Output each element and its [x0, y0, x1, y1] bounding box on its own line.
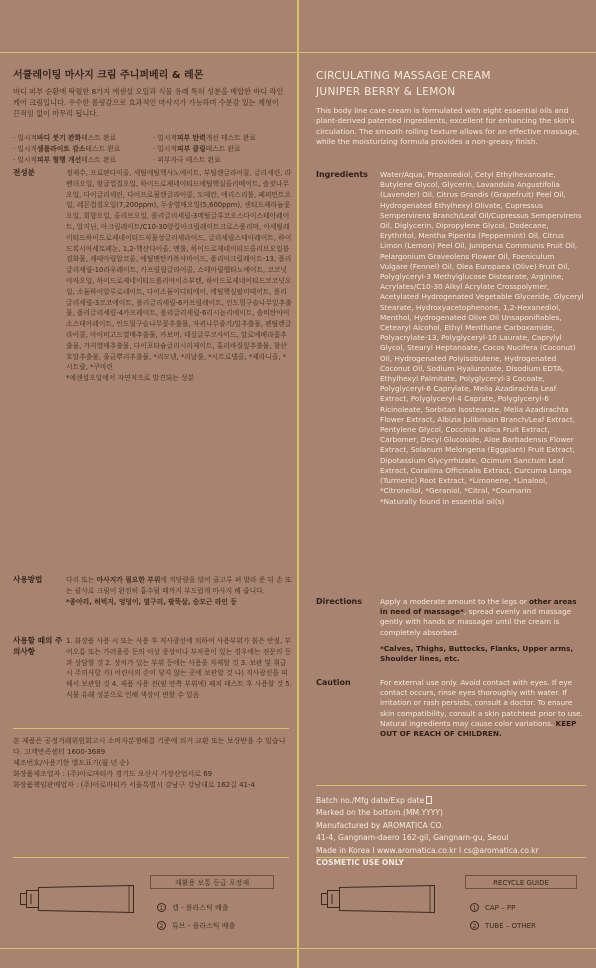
kr-ingredients-text: 정제수, 프로판다이올, 세틸에틸헥사노에이트, 부틸렌글라이콜, 글리세린, 라벤더오일, 왕귤껍질오일, 하이드로제네이티드에틸헥실올리베이트, 솔잣나무오일, 다이글리세린, 다이프로필렌글라이콜, 도데칸, 에리스리톨, 페퍼민트오일, 레몬껍질오일(7,200ppm), 두송열매오일(5,600ppm), 센티드제라늄꽃오일, 회향오일, 올리브오일, 폴리글리세릴-3메틸글루코오스다이스테아레이트, 알지닌, 아크릴레이트/C10-30알킬아크릴레이트크로스폴리머, 아세틸레이티드하이드로제네이티드식물성글리세라이드, 글리세릴스테아레이트, 하이드록시아세토페논, 1,2-헥산다이올, 멘톨, 하이드로제네이티드올리브오일불검화물, 세테아릴알코올, 에틸멘탄카복사마이드, 폴리아크릴레이트-13, 폴리글리세릴-10라우레이트, 카프릴릴글라이콜, 스테아릴헵타노에이트, 코코넛야자오일, 하이드로제네이티드폴리아이소부텐, 하이드로제네이티드코코넛오일, 소듐하이알루로네이트, 다이소듐이디티에이, 에틸헥실팔미테이트, 폴리글리세릴-3코코에이트, 폴리글리세릴-6카프릴레이트, 인도멀구슬나무잎추출물, 폴리글리세릴-4카프레이트, 폴리글리세릴-6리시놀리에이트, 솔비탄아이소스테아레이트, 인도멀구슬나무꽃추출물, 자귀나무줄기/잎추출물, 펜틸렌글라이콜, 아이비고드열매추출물, 카보머, 데실글루코사이드, 알로에베라꽃추출물, 가지열매추출물, 다이포타슘글리시리제이트, 홀리바질잎추출물, 참산호말추출물, 울금뿌리추출물, *리모넨, *리날룰, *시트로넬올, *제라니올, *시트랄, *쿠마린 *에센셜오일에서 자연적으로 발견되는 성분 — [66, 169, 292, 383]
en-ingredients-section — [316, 170, 584, 590]
kr-directions-note: *종아리, 허벅지, 엉덩이, 옆구리, 팔뚝살, 승모근 라인 등 — [66, 597, 237, 606]
kr-directions-text: 다리 또는 마사지가 필요한 부위에 적당량을 덜어 골고루 펴 발라 준 뒤 손 또는 괄사로 크림이 완전히 흡수될 때까지 부드럽게 마사지 해 줍니다. *종아리, 허벅지, 엉덩이, 옆구리, 팔뚝살, 승모근 라인 등 — [66, 576, 292, 606]
kr-directions-label: 사용방법 — [13, 575, 43, 584]
en-legal-footer: Batch no./Mfg date/Exp date Marked on the bottom.(MM.YYYY) Manufactured by AROMATICA CO. 41-4, Gangnam-daero 162-gil, Gangnam-gu, Seoul Made in Korea I www.aromatica.co.kr I cs@aromatica.co.kr COSMETIC USE ONLY — [316, 796, 539, 868]
en-directions-label: Directions — [316, 597, 363, 606]
en-directions-note: *Calves, Thighs, Buttocks, Flanks, Upper arms, Shoulder lines, etc. — [380, 643, 574, 664]
kr-test-list — [13, 133, 289, 165]
en-ingredients-label: Ingredients — [316, 170, 368, 179]
batch-mark-icon — [426, 796, 432, 804]
tube-icon — [321, 884, 441, 914]
en-recycle-item: 1 CAP – PP — [470, 903, 515, 913]
kr-caution-section — [13, 636, 292, 726]
english-panel — [299, 0, 596, 968]
kr-recycle-title: 재활용 보통 등급 포장재 — [150, 875, 274, 889]
kr-recycle-item: 2 튜브 - 플라스틱 배출 — [157, 921, 235, 931]
kr-recycle-item: 1 캡 - 플라스틱 배출 — [157, 903, 229, 913]
kr-test-item: · 일시적피부 탄력개선 테스트 완료 — [153, 134, 256, 142]
en-recycle-item: 2 TUBE – OTHER — [470, 921, 536, 931]
kr-intro: 바디 피부 순환에 탁월한 8가지 에센셜 오일과 식물 유래 특허 성분을 배합한 바디 라인 케어 크림입니다. 우수한 롤링감으로 효과적인 마사지가 가능하며 수분감 있는 제형이 끈적임 없이 마무리 됩니다. — [13, 87, 284, 119]
kr-test-item: · 일시적셀룰라이트 감소테스트 완료 — [13, 144, 121, 153]
kr-test-item: · 일시적피부 클링테스트 완료 — [153, 144, 241, 153]
kr-legal-footer: 본 제품은 공정거래위원회고시 소비자분쟁해결 기준에 의거 교환 또는 보상받을 수 있습니다. 고객만족센터 1600-3689 제조번호/사용기한 별도표기(월 년 순) 화장품제조업자 : (주)아로마티카 경기도 오산시 가장산업서로 69 화장품책임판매업자 : (주)아로마티카 서울특별시 강남구 강남대로 162길 41-4 — [13, 737, 286, 789]
en-directions-text: Apply a moderate amount to the legs or other areas in need of massage*, spread evenly and massage gently with hands or massager until the cream is completely absorbed. *Calves, Thighs, Buttocks, Flanks, Upper arms, Shoulder lines, etc. — [380, 597, 577, 664]
en-product-title: CIRCULATING MASSAGE CREAM JUNIPER BERRY & LEMON — [316, 70, 491, 98]
kr-test-item: · 일시적바디 붓기 완화테스트 완료 — [13, 134, 117, 142]
kr-test-item: · 피부자극 테스트 완료 — [153, 155, 221, 164]
kr-directions-section — [13, 575, 292, 625]
kr-caution-label: 사용할 때의 주의사항 — [13, 636, 63, 656]
kr-ingredients-section — [13, 168, 292, 578]
en-recycle-title: RECYCLE GUIDE — [465, 875, 577, 889]
kr-test-item: · 일시적피부 혈행 개선테스트 완료 — [13, 155, 117, 164]
en-directions-section — [316, 597, 584, 677]
en-ingredients-text: Water/Aqua, Propanediol, Cetyl Ethylhexanoate, Butylene Glycol, Glycerin, Lavandula Angustifolia (Lavender) Oil, Citrus Grandis (Grapefruit) Peel Oil, Hydrogenated Ethylhexyl Olivate, Cupressus Sempervirens Branch/Leaf Oil/Cupressus Sempervirens Oil, Diglycerin, Dipropylene Glycol, Dodecane, Erythritol, Mentha Piperita (Peppermint) Oil, Citrus Limon (Lemon) Peel Oil, Juniperus Communis Fruit Oil, Pelargonium Graveolens Flower Oil, Foeniculum Vulgare (Fennel) Oil, Olea Europaea (Olive) Fruit Oil, Polyglyceryl-3 Methylglucose Distearate, Arginine, Acrylates/C10-30 Alkyl Acrylate Crosspolymer, Acetylated Hydrogenated Vegetable Glyceride, Glyceryl Stearate, Hydroxyacetophenone, 1,2-Hexanediol, Menthol, Hydrogenated Olive Oil Unsaponifiables, Cetearyl Alcohol, Ethyl Menthane Carboxamide, Polyacrylate-13, Polyglyceryl-10 Laurate, Caprylyl Glycol, Stearyl Heptanoate, Cocos Nucifera (Coconut) Oil, Hydrogenated Polyisobutene, Hydrogenated Coconut Oil, Sodium Hyaluronate, Disodium EDTA, Ethylhexyl Palmitate, Polyglyceryl-3 Cocoate, Polyglyceryl-6 Caprylate, Melia Azadirachta Leaf Extract, Polyglyceryl-4 Caprate, Polyglyceryl-6 Ricinoleate, Sorbitan Isostearate, Melia Azadirachta Flower Extract, Albizia Julibrissin Branch/Leaf Extract, Pentylene Glycol, Coccinia Indica Fruit Extract, Carbomer, Decyl Glucoside, Aloe Barbadensis Flower Extract, Solanum Melongena (Eggplant) Fruit Extract, Dipotassium Glycyrrhizate, Ocimum Sanctum Leaf Extract, Corallina Officinalis Extract, Curcuma Longa (Turmeric) Root Extract, *Limonene, *Linalool, *Citronellol, *Geraniol, *Citral, *Coumarin *Naturally found in essential oil(s) — [380, 170, 584, 506]
kr-caution-text: 1. 화장품 사용 시 또는 사용 후 직사광선에 의하여 사용부위가 붉은 반점, 부어오름 또는 가려움증 등의 이상 증상이나 부작용이 있는 경우에는 전문의 등과 상담할 것 2. 상처가 있는 부위 등에는 사용을 자제할 것 3. 보관 및 취급 시 주의사항 가) 어린이의 손이 닿지 않는 곳에 보관할 것 나) 직사광선을 피해서 보관할 것 4. 제품 사용 전(팔 안쪽 부위에) 패치 테스트 후 사용할 것 5. 식물 유래 성분으로 인해 색상이 변할 수 있음 — [66, 637, 292, 699]
kr-ingredients-note: *에센셜오일에서 자연적으로 발견되는 성분 — [66, 374, 195, 383]
en-caution-section — [316, 678, 584, 758]
en-caution-text: For external use only. Avoid contact with eyes. If eye contact occurs, rinse eyes thoroughly with water. If irritation or rash persists, consult a doctor. To ensure skin compatibility, consult a skin patchtest prior to use. Natural ingredients may cause color variations. KEEP OUT OF REACH OF CHILDREN. — [380, 678, 583, 739]
en-caution-label: Caution — [316, 678, 351, 687]
en-intro: This body line care cream is formulated with eight essential oils and plant-derived patented ingredients, excellent for enhancing the skin's circulation. The smooth rolling texture allows for an effective massage, while the moisturizing formula provides a non-greasy finish. — [316, 106, 580, 147]
kr-ingredients-label: 전성분 — [13, 168, 36, 177]
tube-icon — [20, 884, 140, 914]
kr-product-title: 서큘레이팅 마사지 크림 주니퍼베리 & 레몬 — [13, 70, 204, 81]
en-ingredients-note: *Naturally found in essential oil(s) — [380, 496, 505, 506]
korean-panel — [0, 0, 297, 968]
